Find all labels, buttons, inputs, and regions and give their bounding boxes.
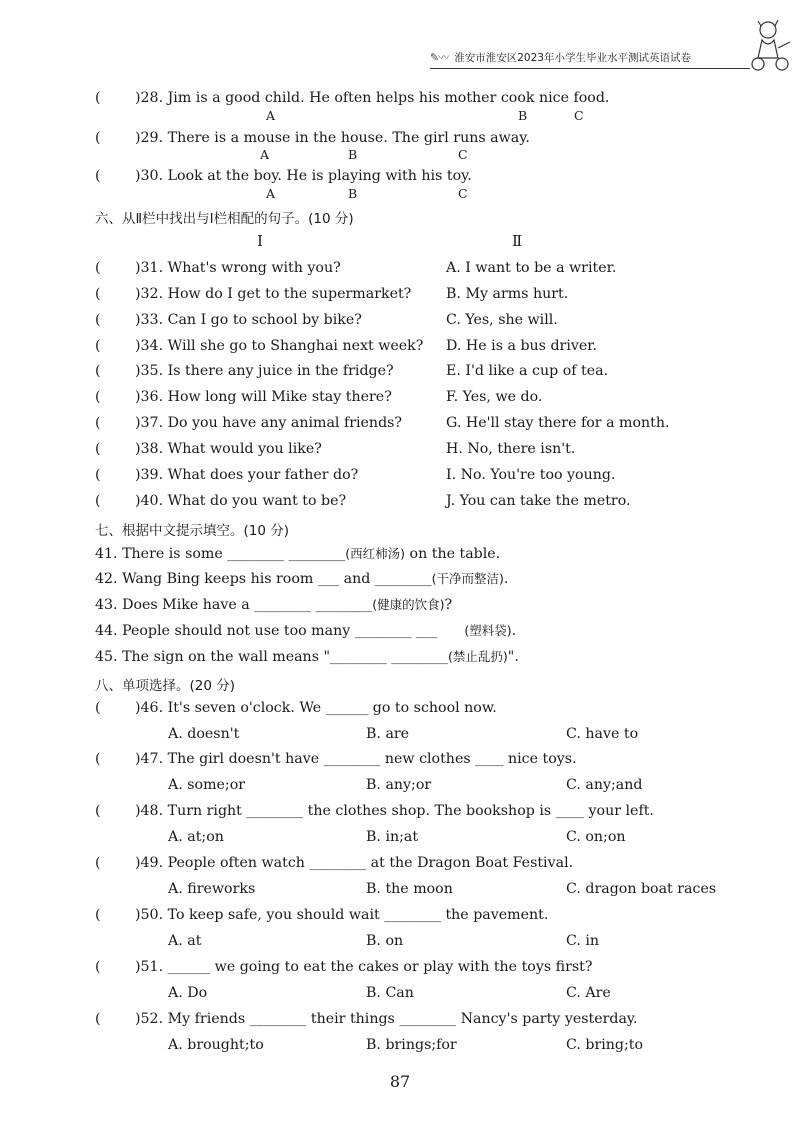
fill-45[interactable] xyxy=(95,648,519,666)
answer-e: E. I'd like a cup of tea. xyxy=(446,363,609,379)
fill-42[interactable] xyxy=(95,570,508,588)
option-label: A xyxy=(266,108,276,123)
fill-41[interactable] xyxy=(95,545,500,563)
question-35: )35. Is there any juice in the fridge? xyxy=(135,363,394,379)
question-32: )32. How do I get to the supermarket? xyxy=(135,286,412,302)
chinese-hint: (干净而整洁) xyxy=(431,571,504,586)
answer-paren[interactable]: ( xyxy=(95,312,101,328)
option-a[interactable]: A. at;on xyxy=(168,829,224,845)
option-label: A xyxy=(266,186,276,201)
question-37: )37. Do you have any animal friends? xyxy=(135,415,403,431)
fill-text-end: on the table. xyxy=(405,546,501,562)
option-label: B xyxy=(518,108,528,123)
answer-paren[interactable]: ( xyxy=(95,260,101,276)
answer-c: C. Yes, she will. xyxy=(446,312,558,328)
answer-paren[interactable]: ( xyxy=(95,751,101,767)
question-text: )52. My friends ________ their things ________ Nancy's party yesterday. xyxy=(135,1011,638,1027)
question-text: )51. ______ we going to eat the cakes or play with the toys first? xyxy=(135,959,593,975)
section-title-8: 八、单项选择。(20 分) xyxy=(95,678,236,694)
answer-i: I. No. You're too young. xyxy=(446,467,616,483)
column-heading-2: Ⅱ xyxy=(512,232,523,250)
option-b[interactable]: B. are xyxy=(366,726,410,742)
option-label: B xyxy=(348,186,358,201)
option-label: C xyxy=(458,147,468,162)
question-text: )48. Turn right ________ the clothes shop. The bookshop is ____ your left. xyxy=(135,803,654,819)
question-text: )47. The girl doesn't have ________ new clothes ____ nice toys. xyxy=(135,751,577,767)
option-a[interactable]: A. doesn't xyxy=(168,726,240,742)
page-number: 87 xyxy=(389,1072,411,1091)
fill-44[interactable] xyxy=(95,622,516,640)
option-c[interactable]: C. dragon boat races xyxy=(566,881,717,897)
answer-paren[interactable]: ( xyxy=(95,700,101,716)
option-b[interactable]: B. any;or xyxy=(366,777,432,793)
answer-paren[interactable]: ( xyxy=(95,467,101,483)
pen-icon: ✎〰 xyxy=(430,51,449,64)
answer-a: A. I want to be a writer. xyxy=(446,260,617,276)
chinese-hint: (塑料袋) xyxy=(464,623,512,638)
option-b[interactable]: B. the moon xyxy=(366,881,453,897)
option-b[interactable]: B. brings;for xyxy=(366,1037,457,1053)
fill-text: 44. People should not use too many ________ ___ xyxy=(95,623,438,639)
question-34: )34. Will she go to Shanghai next week? xyxy=(135,338,424,354)
fill-text: 42. Wang Bing keeps his room ___ and ________ xyxy=(95,571,432,587)
option-a[interactable]: A. Do xyxy=(168,985,208,1001)
answer-paren[interactable]: ( xyxy=(95,803,101,819)
answer-paren[interactable]: ( xyxy=(95,363,101,379)
page-header xyxy=(430,46,750,69)
option-label: A xyxy=(260,147,270,162)
option-c[interactable]: C. bring;to xyxy=(566,1037,644,1053)
answer-b: B. My arms hurt. xyxy=(446,286,569,302)
fill-43[interactable] xyxy=(95,596,452,614)
answer-paren[interactable]: ( xyxy=(95,389,101,405)
fill-text: 43. Does Mike have a ________ ________ xyxy=(95,597,373,613)
chinese-hint: (西红柿汤) xyxy=(345,546,406,561)
section-title-7: 七、根据中文提示填空。(10 分) xyxy=(95,523,290,539)
option-a[interactable]: A. some;or xyxy=(168,777,246,793)
answer-paren[interactable]: ( xyxy=(95,338,101,354)
question-text: )29. There is a mouse in the house. The girl runs away. xyxy=(135,130,530,146)
section-title-6: 六、从Ⅱ栏中找出与Ⅰ栏相配的句子。(10 分) xyxy=(95,211,354,227)
question-text: )50. To keep safe, you should wait ________ the pavement. xyxy=(135,907,549,923)
question-text: )30. Look at the boy. He is playing with his toy. xyxy=(135,168,472,184)
answer-paren[interactable]: ( xyxy=(95,415,101,431)
option-c[interactable]: C. Are xyxy=(566,985,611,1001)
answer-paren[interactable]: ( xyxy=(95,90,101,106)
chinese-hint: (健康的饮食) xyxy=(372,597,445,612)
answer-paren[interactable]: ( xyxy=(95,286,101,302)
question-36: )36. How long will Mike stay there? xyxy=(135,389,392,405)
question-31: )31. What's wrong with you? xyxy=(135,260,341,276)
option-a[interactable]: A. at xyxy=(168,933,202,949)
answer-paren[interactable]: ( xyxy=(95,855,101,871)
answer-g: G. He'll stay there for a month. xyxy=(446,415,670,431)
question-text: )49. People often watch ________ at the Dragon Boat Festival. xyxy=(135,855,574,871)
answer-paren[interactable]: ( xyxy=(95,168,101,184)
option-a[interactable]: A. fireworks xyxy=(168,881,256,897)
answer-f: F. Yes, we do. xyxy=(446,389,543,405)
option-b[interactable]: B. in;at xyxy=(366,829,419,845)
header-title: 淮安市淮安区2023年小学生毕业水平测试英语试卷 xyxy=(454,51,691,64)
mascot-illustration xyxy=(748,18,794,74)
question-38: )38. What would you like? xyxy=(135,441,322,457)
option-c[interactable]: C. on;on xyxy=(566,829,626,845)
fill-text: 45. The sign on the wall means "________ ________ xyxy=(95,649,449,665)
fill-text-end: . xyxy=(503,571,509,587)
option-b[interactable]: B. on xyxy=(366,933,404,949)
answer-paren[interactable]: ( xyxy=(95,441,101,457)
fill-text-end: ? xyxy=(444,597,453,613)
option-label: B xyxy=(348,147,358,162)
answer-paren[interactable]: ( xyxy=(95,493,101,509)
question-text: )46. It's seven o'clock. We ______ go to school now. xyxy=(135,700,497,716)
answer-j: J. You can take the metro. xyxy=(446,493,631,509)
answer-paren[interactable]: ( xyxy=(95,1011,101,1027)
question-40: )40. What do you want to be? xyxy=(135,493,347,509)
option-c[interactable]: C. any;and xyxy=(566,777,643,793)
fill-text: 41. There is some ________ ________ xyxy=(95,546,346,562)
fill-text-end: . xyxy=(511,623,517,639)
question-39: )39. What does your father do? xyxy=(135,467,359,483)
chinese-hint: (禁止乱扔) xyxy=(448,649,508,664)
fill-text-end: ". xyxy=(507,649,519,665)
option-c[interactable]: C. in xyxy=(566,933,600,949)
answer-paren[interactable]: ( xyxy=(95,959,101,975)
question-text: )28. Jim is a good child. He often helps his mother cook nice food. xyxy=(135,90,610,106)
answer-paren[interactable]: ( xyxy=(95,130,101,146)
question-33: )33. Can I go to school by bike? xyxy=(135,312,362,328)
answer-h: H. No, there isn't. xyxy=(446,441,576,457)
option-label: C xyxy=(574,108,584,123)
column-heading-1: Ⅰ xyxy=(257,232,263,250)
answer-paren[interactable]: ( xyxy=(95,907,101,923)
answer-d: D. He is a bus driver. xyxy=(446,338,598,354)
option-c[interactable]: C. have to xyxy=(566,726,639,742)
option-label: C xyxy=(458,186,468,201)
option-a[interactable]: A. brought;to xyxy=(168,1037,264,1053)
option-b[interactable]: B. Can xyxy=(366,985,414,1001)
